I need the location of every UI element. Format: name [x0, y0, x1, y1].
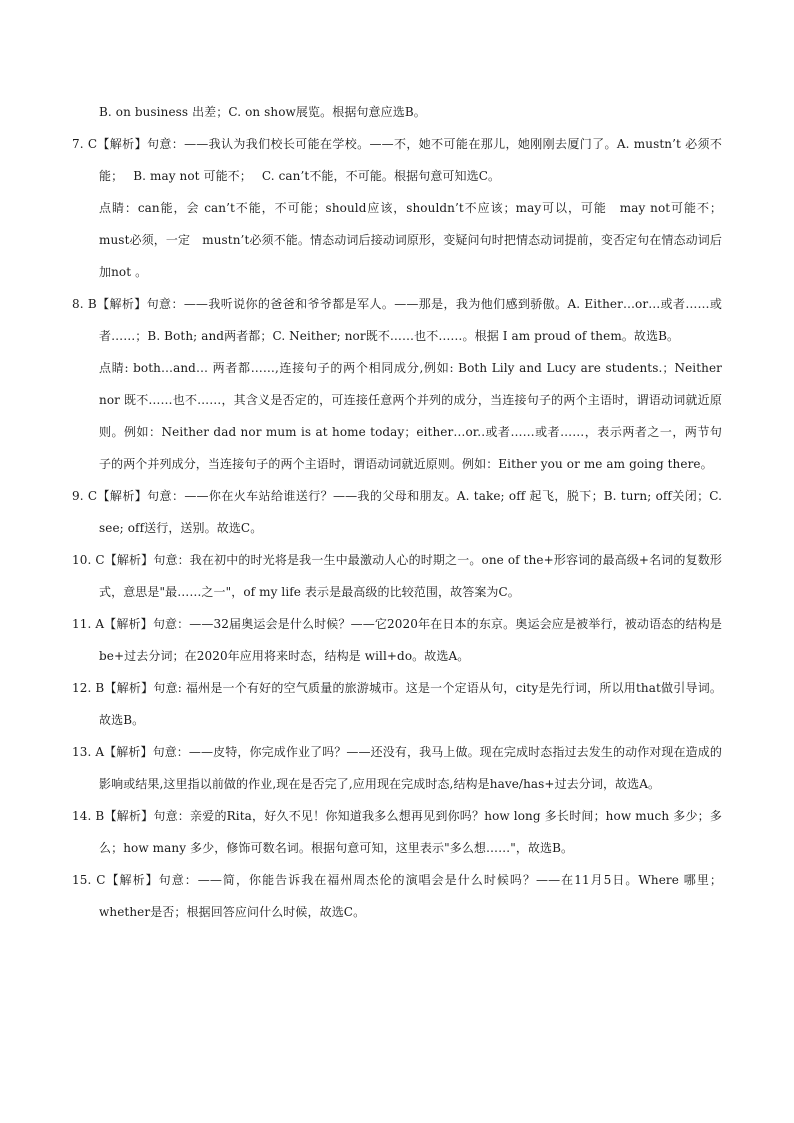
answer-text	[72, 128, 722, 192]
answer-explanation: 【解析】句意：亲爱的Rita，好久不见！你知道我多么想再见到你吗？how long 多长时间；how much 多少；多么；how many 多少，修饰可数名词。根据句意可知，这里表示"多么想……"，故选B。	[99, 809, 722, 855]
answer-text	[72, 544, 722, 608]
answer-number: 7. C	[72, 137, 98, 151]
answer-number: 10. C	[72, 553, 105, 567]
answer-item-12	[72, 672, 722, 736]
answer-item-10	[72, 544, 722, 608]
answer-note: 点睛：can能，会 can’t不能，不可能；should应该，shouldn’t不应该；may可以，可能 may not可能不；must必须，一定 mustn’t必须不能。情态动词后接动词原形，变疑问句时把情态动词提前，变否定句在情态动词后加not 。	[99, 201, 722, 279]
answer-item-8	[72, 288, 722, 480]
answer-explanation: 【解析】句意：——你在火车站给谁送行？——我的父母和朋友。A. take; off 起飞，脱下；B. turn; off关闭；C. see; off送行，送别。故选C。	[97, 489, 722, 535]
answer-text	[72, 480, 722, 544]
answer-note: 点睛: both…and… 两者都……,连接句子的两个相同成分,例如: Both Lily and Lucy are students.；Neither nor 既不……也不……，其含义是否定的，可连接任意两个并列的成分，当连接句子的两个主语时，谓语动词就近原则。例如：Neither dad nor mum is at home today；either…or..或者……或者……，表示两者之一，两节句子的两个并列成分，当连接句子的两个主语时，谓语动词就近原则。例如：Either you or me am going there。	[99, 361, 722, 471]
answer-item-9	[72, 480, 722, 544]
answer-number: 9. C	[72, 489, 98, 503]
answer-item-7	[72, 128, 722, 288]
answer-explanation: 【解析】句意：——我听说你的爸爸和爷爷都是军人。——那是，我为他们感到骄傲。A. Either…or…或者……或者……；B. Both; and两者都；C. Neither; nor既不……也不……。根据 I am proud of them。故选B。	[96, 297, 722, 343]
answer-explanation: 【解析】句意：——简，你能告诉我在福州周杰伦的演唱会是什么时候吗？——在11月5日。Where 哪里；whether是否；根据回答应问什么时候，故选C。	[99, 873, 722, 919]
answer-item-14	[72, 800, 722, 864]
answer-text	[72, 800, 722, 864]
continuation-line: B. on business 出差；C. on show展览。根据句意应选B。	[99, 105, 426, 119]
answer-number: 15. C	[72, 873, 106, 887]
answer-number: 13. A	[72, 745, 105, 759]
answer-item-15	[72, 864, 722, 928]
answer-explanation: 【解析】句意: 福州是一个有好的空气质量的旅游城市。这是一个定语从句，city是先行词，所以用that做引导词。故选B。	[99, 681, 723, 727]
answer-number: 11. A	[72, 617, 105, 631]
answer-explanation: 【解析】句意：我在初中的时光将是我一生中最激动人心的时期之一。one of the+形容词的最高级+名词的复数形式，意思是"最……之一"，of my life 表示是最高级的比较范围，故答案为C。	[99, 553, 722, 599]
answer-explanation: 【解析】句意：——我认为我们校长可能在学校。——不，她不可能在那儿，她刚刚去厦门了。A. mustn’t 必须不能； B. may not 可能不； C. can’t不能，不可能。根据句意可知选C。	[97, 137, 722, 183]
answer-item-11	[72, 608, 722, 672]
answer-explanation: 【解析】句意：——32届奥运会是什么时候？——它2020年在日本的东京。奥运会应是被举行，被动语态的结构是be+过去分词；在2020年应用将来时态，结构是 will+do。故选A。	[99, 617, 722, 663]
answer-number: 8. B	[72, 297, 97, 311]
answer-item-13	[72, 736, 722, 800]
answer-text	[72, 736, 722, 800]
answer-number: 12. B	[72, 681, 105, 695]
answer-explanation: 【解析】句意：——皮特，你完成作业了吗？——还没有，我马上做。现在完成时态指过去发生的动作对现在造成的影响或结果,这里指以前做的作业,现在是否完了,应用现在完成时态,结构是have/has+过去分词，故选A。	[99, 745, 722, 791]
answer-text	[72, 288, 722, 352]
answer-text	[72, 864, 722, 928]
answer-text	[72, 608, 722, 672]
answer-number: 14. B	[72, 809, 105, 823]
answer-text	[72, 672, 722, 736]
